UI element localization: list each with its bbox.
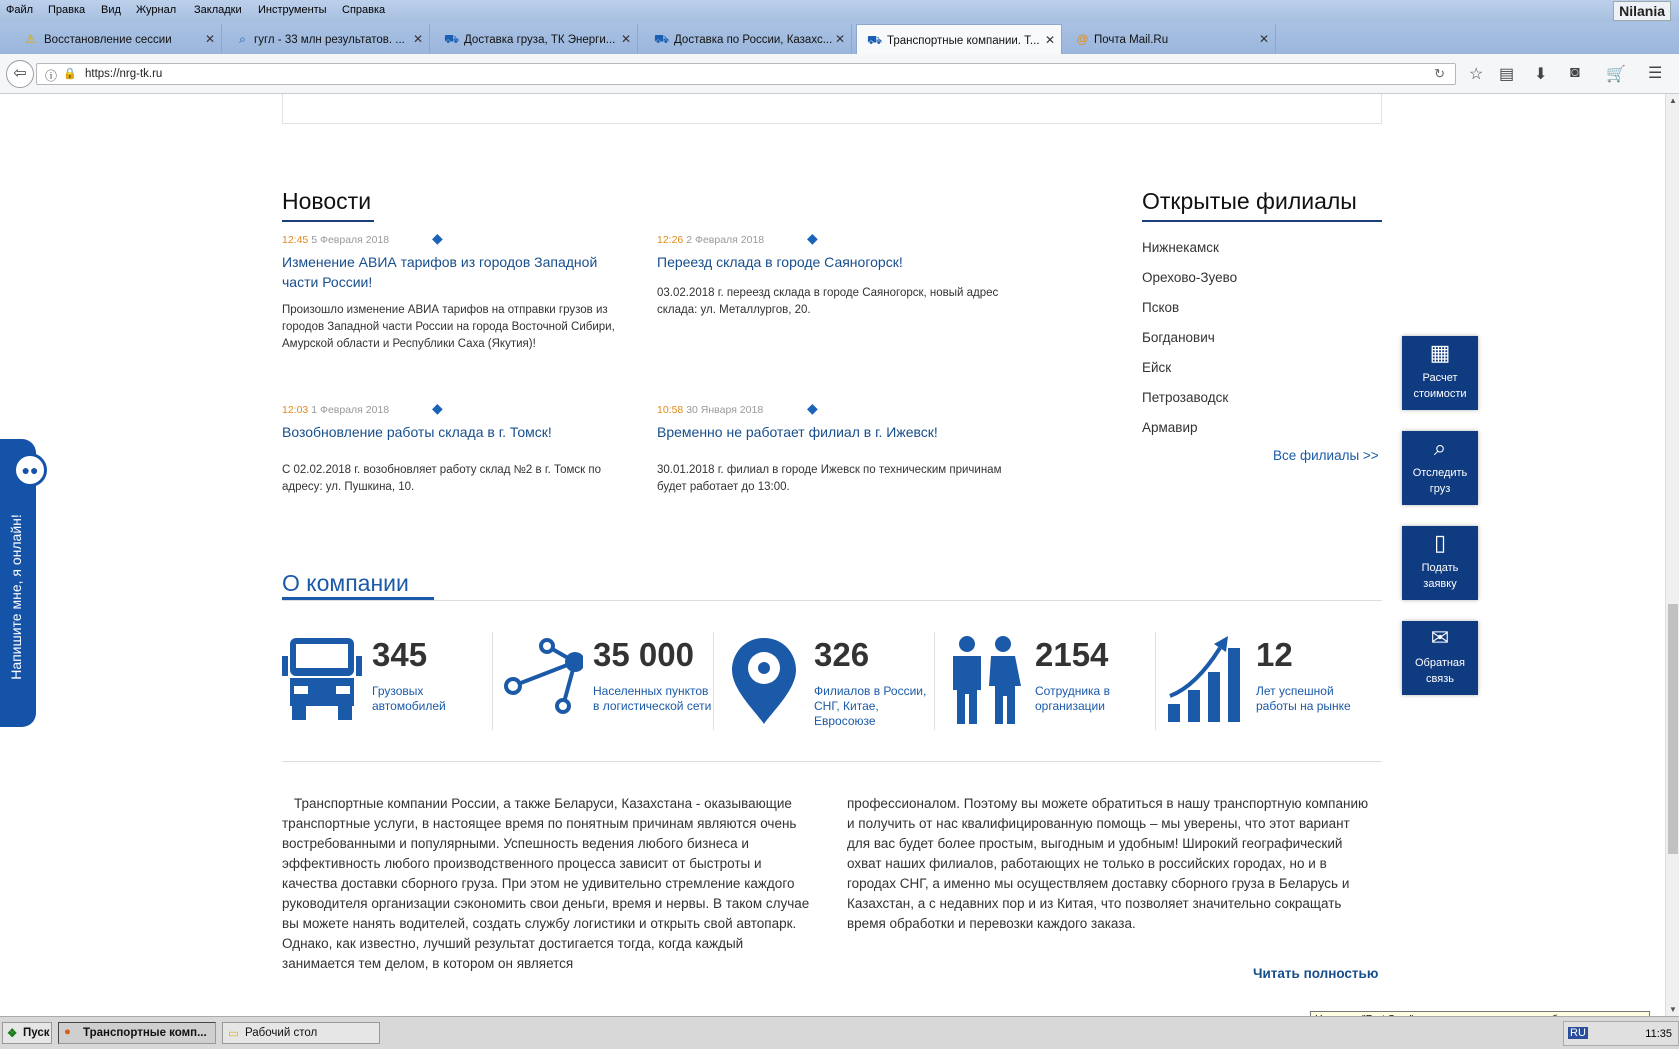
pocket-icon[interactable]: ◙ xyxy=(1570,64,1580,81)
back-button[interactable] xyxy=(6,60,34,88)
truck-icon: ⛟ xyxy=(654,32,670,46)
news-item xyxy=(657,230,1007,319)
stat-locations xyxy=(503,634,718,729)
system-tray xyxy=(1563,1021,1679,1046)
people-icon xyxy=(945,634,1025,724)
nav-bar xyxy=(0,54,1679,94)
branch-item[interactable]: Псков xyxy=(1142,300,1180,315)
stat-label: Сотрудника в организации xyxy=(1035,684,1110,713)
stat-trucks xyxy=(282,634,497,729)
news-link[interactable]: Изменение АВИА тарифов из городов Западной части России! xyxy=(282,254,598,290)
tag-icon: ◆ xyxy=(432,400,443,416)
tab-label: Восстановление сессии xyxy=(44,34,172,46)
close-tab-icon[interactable]: ✕ xyxy=(1258,32,1269,46)
menu-file[interactable]: Файл xyxy=(6,4,34,16)
online-chat-widget[interactable] xyxy=(0,439,39,727)
close-tab-icon[interactable]: ✕ xyxy=(620,32,631,46)
url-text[interactable]: https://nrg-tk.ru xyxy=(85,68,163,80)
menu-edit[interactable]: Правка xyxy=(48,4,86,16)
menu-bookmarks[interactable]: Закладки xyxy=(194,4,242,16)
track-icon: ⌕ xyxy=(1433,435,1447,460)
stat-years xyxy=(1166,634,1381,729)
feedback-button[interactable]: ✉ Обратная связь xyxy=(1402,621,1478,695)
menu-help[interactable]: Справка xyxy=(342,4,386,16)
divider xyxy=(713,632,714,730)
news-meta: 12:03 1 Февраля 2018 xyxy=(282,404,390,416)
submit-request-button[interactable]: ▯ Подать заявку xyxy=(1402,526,1478,600)
envelope-icon: ✉ xyxy=(1430,625,1450,650)
news-item xyxy=(282,230,632,353)
tag-icon: ◆ xyxy=(807,230,818,246)
news-text: 03.02.2018 г. переезд склада в городе Саяногорск, новый адрес склада: ул. Металлургов, 20. xyxy=(657,287,999,316)
branches-title: Открытые филиалы xyxy=(1142,188,1357,214)
read-more-link[interactable]: Читать полностью xyxy=(1253,966,1379,981)
scrollbar[interactable] xyxy=(1665,94,1679,1016)
hamburger-menu-icon[interactable]: ☰ xyxy=(1648,65,1663,82)
stat-number: 35 000 xyxy=(593,636,694,673)
tag-icon: ◆ xyxy=(807,400,818,416)
search-icon: ⌕ xyxy=(239,32,246,46)
tab-session-restore[interactable] xyxy=(0,24,222,54)
about-title: О компании xyxy=(282,570,409,596)
user-name: Nilania xyxy=(1613,1,1671,21)
mail-icon: @ xyxy=(1076,32,1089,46)
close-tab-icon[interactable]: ✕ xyxy=(412,32,423,46)
reload-icon[interactable]: ↻ xyxy=(1434,66,1445,81)
taskbar-item-desktop[interactable]: ▭ Рабочий стол xyxy=(222,1022,380,1044)
stat-number: 12 xyxy=(1256,636,1293,673)
reader-view-icon[interactable]: ▤ xyxy=(1499,66,1515,83)
info-icon[interactable]: ⓘ xyxy=(45,69,58,83)
stat-branches xyxy=(724,634,939,729)
menu-bar xyxy=(0,0,1679,22)
tab-transport-companies[interactable] xyxy=(856,24,1062,54)
news-meta: 12:26 2 Февраля 2018 xyxy=(657,234,765,246)
divider xyxy=(492,632,493,730)
truck-icon xyxy=(282,634,362,724)
taskbar xyxy=(0,1016,1679,1049)
track-cargo-button[interactable]: ⌕ Отследить груз xyxy=(1402,431,1478,505)
news-title: Новости xyxy=(282,188,372,214)
all-branches-link[interactable]: Все филиалы >> xyxy=(1273,448,1379,463)
stat-number: 326 xyxy=(814,636,870,673)
menu-history[interactable]: Журнал xyxy=(136,4,177,16)
divider xyxy=(282,600,1382,601)
folder-icon: ▭ xyxy=(228,1028,239,1040)
tab-label: Почта Mail.Ru xyxy=(1094,34,1169,46)
stat-label: Лет успешной работы на рынке xyxy=(1256,684,1351,713)
stat-label: Филиалов в России, СНГ, Китае, Евросоюзе xyxy=(814,684,927,728)
clock: 11:35 xyxy=(1645,1028,1672,1040)
warning-icon: ⚠ xyxy=(25,32,36,46)
news-meta: 12:45 5 Февраля 2018 xyxy=(282,234,390,246)
branch-item[interactable]: Петрозаводск xyxy=(1142,390,1229,405)
close-tab-icon[interactable]: ✕ xyxy=(834,32,845,46)
branch-item[interactable]: Нижнекамск xyxy=(1142,240,1219,255)
news-link[interactable]: Возобновление работы склада в г. Томск! xyxy=(282,424,552,440)
tag-icon: ◆ xyxy=(432,230,443,246)
news-link[interactable]: Переезд склада в городе Саяногорск! xyxy=(657,254,903,270)
news-text: Произошло изменение АВИА тарифов на отправки грузов из городов Западной части России на города Восточной Сибири, Амурской области и Республики Саха (Якутия)! xyxy=(282,304,615,350)
page-content xyxy=(0,94,1665,1016)
branch-item[interactable]: Ейск xyxy=(1142,360,1172,375)
firefox-icon: ● xyxy=(64,1026,71,1038)
divider xyxy=(282,761,1382,762)
news-item xyxy=(657,400,1007,496)
news-link[interactable]: Временно не работает филиал в г. Ижевск! xyxy=(657,424,938,440)
scroll-down-icon[interactable]: ▼ xyxy=(1669,1005,1677,1014)
branch-item[interactable]: Армавир xyxy=(1142,420,1198,435)
map-pin-icon xyxy=(724,634,804,724)
menu-view[interactable]: Вид xyxy=(101,4,121,16)
branch-item[interactable]: Орехово-Зуево xyxy=(1142,270,1238,285)
language-indicator[interactable]: RU xyxy=(1570,1027,1586,1039)
growth-chart-icon xyxy=(1166,634,1251,724)
menu-tools[interactable]: Инструменты xyxy=(258,4,327,16)
close-tab-icon[interactable]: ✕ xyxy=(204,32,215,46)
tab-label: гугл - 33 млн результатов. ... xyxy=(254,34,405,46)
calculator-icon: ▦ xyxy=(1429,340,1451,365)
chat-label: Напишите мне, я онлайн! xyxy=(8,514,24,680)
start-button[interactable]: ❖ Пуск xyxy=(2,1022,52,1044)
news-text: С 02.02.2018 г. возобновляет работу склад №2 в г. Томск по адресу: ул. Пушкина, 10. xyxy=(282,464,602,493)
network-icon xyxy=(503,634,583,724)
stat-employees xyxy=(945,634,1160,729)
document-icon: ▯ xyxy=(1433,530,1447,555)
truck-icon: ⛟ xyxy=(867,33,883,47)
news-text: 30.01.2018 г. филиал в городе Ижевск по техническим причинам будет работает до 13:00. xyxy=(657,464,1002,493)
tab-label: Транспортные компании. Т... xyxy=(887,35,1040,47)
news-item xyxy=(282,400,632,496)
arrow-left-icon: ⇦ xyxy=(13,65,27,82)
lock-icon: 🔒 xyxy=(63,68,77,80)
branches-title-underline xyxy=(1142,220,1382,222)
news-title-underline xyxy=(282,220,374,222)
stat-label: Грузовых автомобилей xyxy=(372,684,446,713)
stat-number: 2154 xyxy=(1035,636,1109,673)
taskbar-item-firefox[interactable]: ● Транспортные комп... xyxy=(58,1022,216,1044)
news-meta: 10:58 30 Января 2018 xyxy=(657,404,764,416)
tab-bar xyxy=(0,22,1679,54)
divider xyxy=(934,632,935,730)
stat-number: 345 xyxy=(372,636,428,673)
truck-icon: ⛟ xyxy=(444,32,460,46)
stat-label: Населенных пунктов в логистической сети xyxy=(593,684,712,713)
download-icon[interactable]: ⬇ xyxy=(1534,66,1548,83)
tab-mail[interactable] xyxy=(1070,24,1276,54)
calculate-cost-button[interactable]: ▦ Расчет стоимости xyxy=(1402,336,1478,410)
chat-bubble-icon: ●● xyxy=(13,453,47,487)
tab-energiya[interactable] xyxy=(438,24,638,54)
windows-logo-icon: ❖ xyxy=(7,1028,18,1040)
tab-label: Доставка по России, Казахс... xyxy=(674,34,833,46)
about-text-left: Транспортные компании России, а также Беларуси, Казахстана - оказывающие транспортные услуги, в настоящее время по понятным причинам являются очень востребованными и популярными. Успешность ведения любого бизнеса и эффективность любого производственного процесса зависит от быстроты и качества доставки сборного груза. При этом не удивительно стремление каждого руководителя организации сэкономить свои деньги, время и нервы. В таком случае вы можете нанять водителей, создать службу логистики и открыть свой автопарк. Однако, как известно, лучший результат достигается тогда, когда каждый занимается тем делом, в котором он является xyxy=(282,796,810,971)
scroll-up-icon[interactable]: ▲ xyxy=(1669,96,1677,105)
tab-label: Доставка груза, ТК Энерги... xyxy=(464,34,616,46)
divider xyxy=(1155,632,1156,730)
bookmark-star-icon[interactable]: ☆ xyxy=(1469,66,1484,83)
tab-google[interactable] xyxy=(230,24,430,54)
address-bar[interactable] xyxy=(36,63,1456,85)
tab-delivery-russia[interactable] xyxy=(646,24,852,54)
close-tab-icon[interactable]: ✕ xyxy=(1044,33,1055,47)
cart-icon[interactable]: 🛒 xyxy=(1606,66,1626,83)
content-box-edge xyxy=(282,94,1382,124)
branch-item[interactable]: Богданович xyxy=(1142,330,1215,345)
about-text-right: профессионалом. Поэтому вы можете обратиться в нашу транспортную компанию и получить от нас квалифицированную помощь – мы уверены, что этот вариант для вас будет более простым, выгодным и удобным! Широкий географический охват наших филиалов, работающих не только в российских городах, но и в городах СНГ, а именно мы осуществляем доставку сборного груза в Беларусь и Казахстан, а с недавних пор и из Китая, что позволяет значительно сокращать время обработки и перевозки каждого заказа. xyxy=(847,796,1369,931)
scrollbar-thumb[interactable] xyxy=(1668,604,1678,854)
